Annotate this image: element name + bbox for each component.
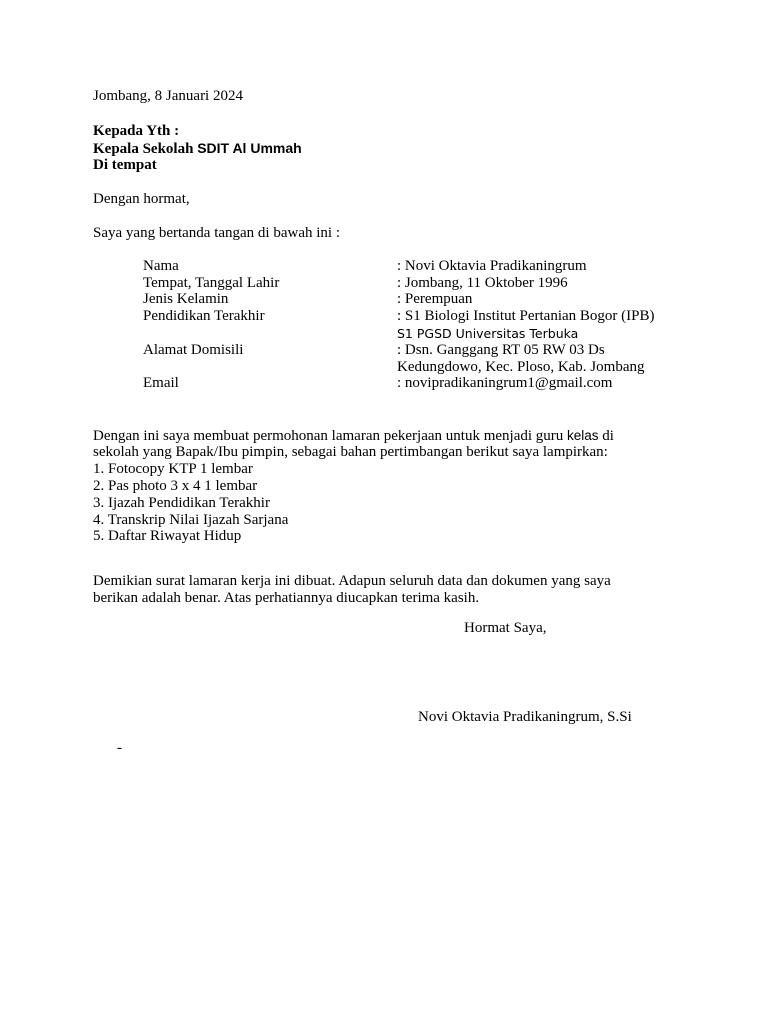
body-paragraph-line-2: sekolah yang Bapak/Ibu pimpin, sebagai bahan pertimbangan berikut saya lampirkan: — [93, 444, 608, 460]
ttl-value: : Jombang, 11 Oktober 1996 — [397, 275, 568, 291]
body-paragraph-line-1 — [93, 427, 614, 445]
letter-date: Jombang, 8 Januari 2024 — [93, 88, 243, 104]
recipient-line-2 — [93, 140, 302, 158]
signature-name: Novi Oktavia Pradikaningrum, S.Si — [418, 709, 632, 725]
education-value-2: S1 PGSD Universitas Terbuka — [397, 326, 579, 341]
education-label: Pendidikan Terakhir — [143, 308, 265, 324]
address-label: Alamat Domisili — [143, 342, 244, 358]
attachment-item: 3. Ijazah Pendidikan Terakhir — [93, 495, 270, 511]
email-label: Email — [143, 375, 179, 391]
closing-line-2: berikan adalah benar. Atas perhatiannya diucapkan terima kasih. — [93, 590, 480, 606]
gender-label: Jenis Kelamin — [143, 291, 229, 307]
body-text-kelas: kelas — [567, 428, 599, 443]
recipient-line-3: Di tempat — [93, 157, 157, 173]
recipient-line-1: Kepada Yth : — [93, 123, 180, 139]
address-value: : Dsn. Ganggang RT 05 RW 03 Ds — [397, 342, 605, 358]
attachment-item: 1. Fotocopy KTP 1 lembar — [93, 461, 253, 477]
body-text-c: di — [598, 428, 614, 444]
closing-line-1: Demikian surat lamaran kerja ini dibuat. Adapun seluruh data dan dokumen yang saya — [93, 573, 611, 589]
recipient-title: Kepala Sekolah — [93, 141, 198, 157]
signature-salutation: Hormat Saya, — [464, 620, 547, 636]
education-value: : S1 Biologi Institut Pertanian Bogor (IPB) — [397, 308, 655, 324]
attachment-item: 5. Daftar Riwayat Hidup — [93, 528, 242, 544]
recipient-school: SDIT Al Ummah — [197, 140, 302, 156]
greeting: Dengan hormat, — [93, 191, 190, 207]
gender-value: : Perempuan — [397, 291, 473, 307]
body-text-a: Dengan ini saya membuat permohonan lamaran pekerjaan untuk menjadi guru — [93, 428, 568, 444]
footer-dash: - — [117, 740, 122, 756]
attachment-item: 4. Transkrip Nilai Ijazah Sarjana — [93, 512, 289, 528]
nama-value: : Novi Oktavia Pradikaningrum — [397, 258, 587, 274]
nama-label: Nama — [143, 258, 179, 274]
address-value-2: Kedungdowo, Kec. Ploso, Kab. Jombang — [397, 359, 645, 375]
email-value: : novipradikaningrum1@gmail.com — [397, 375, 613, 391]
attachment-item: 2. Pas photo 3 x 4 1 lembar — [93, 478, 258, 494]
intro-text: Saya yang bertanda tangan di bawah ini : — [93, 225, 341, 241]
ttl-label: Tempat, Tanggal Lahir — [143, 275, 280, 291]
